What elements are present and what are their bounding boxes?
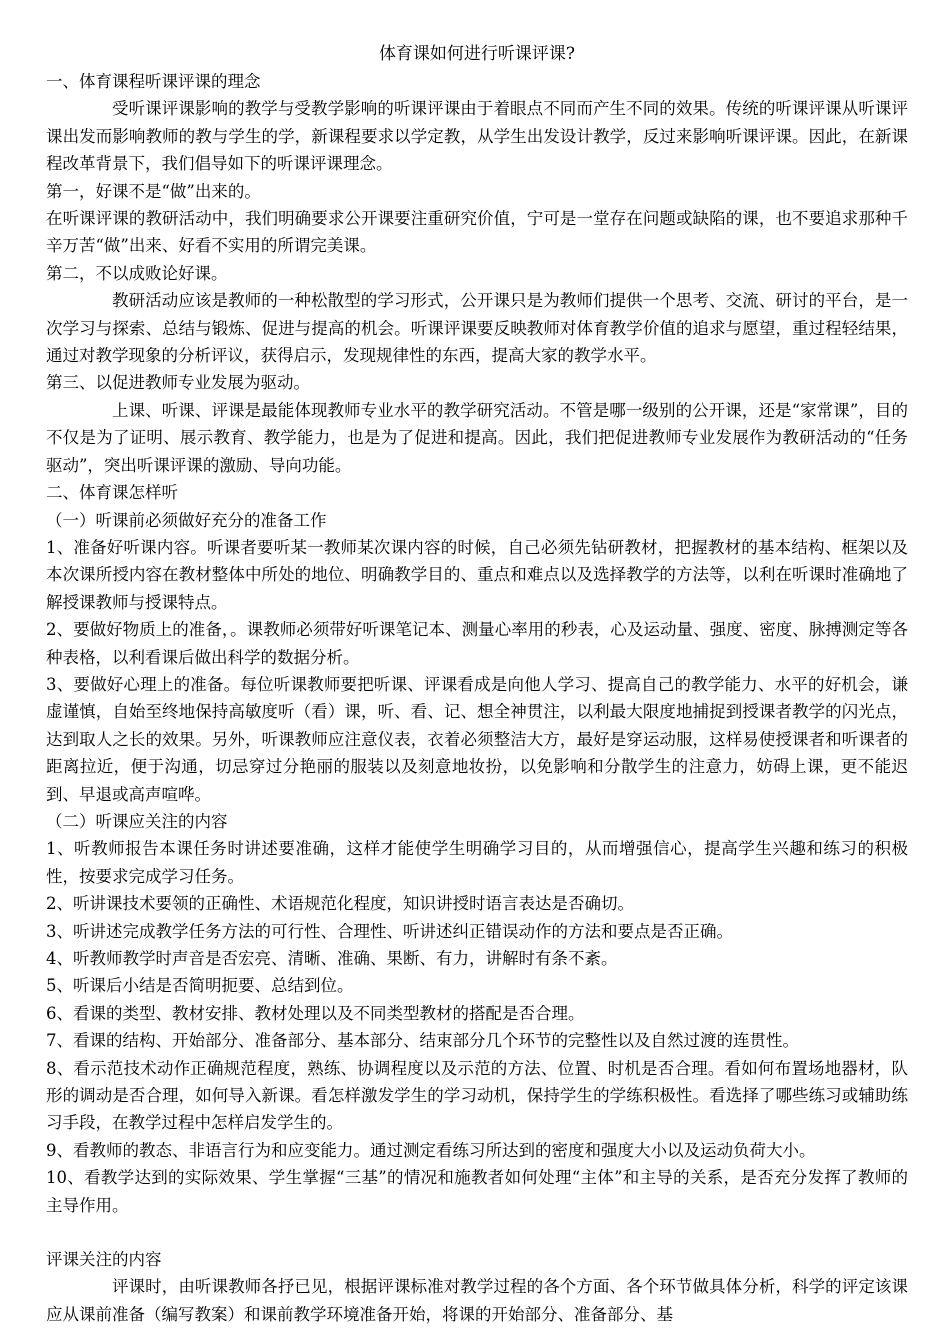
paragraph: 评课时，由听课教师各抒已见，根据评课标准对教学过程的各个方面、各个环节做具体分析，科学的评定该课应从课前准备（编写教案）和课前教学环境准备开始，将课的开始部分、准备部分、基 bbox=[46, 1277, 908, 1324]
paragraph: 1、准备好听课内容。听课者要听某一教师某次课内容的时候，自己必须先钻研教材，把握教材的基本结构、框架以及本次课所授内容在教材整体中所处的地位、明确教学目的、重点和难点以及选择教学的方法等，以利在听课时准确地了解授课教师与授课特点。 bbox=[46, 537, 908, 612]
paragraph: 5、听课后小结是否简明扼要、总结到位。 bbox=[46, 976, 354, 996]
paragraph: 二、体育课怎样听 bbox=[46, 483, 178, 503]
paragraph: 9、看教师的教态、非语言行为和应变能力。通过测定看练习所达到的密度和强度大小以及运动负荷大小。 bbox=[46, 1140, 816, 1160]
paragraph: 1、听教师报告本课任务时讲述要准确，这样才能使学生明确学习目的，从而增强信心，提高学生兴趣和练习的积极性，按要求完成学习任务。 bbox=[46, 839, 908, 886]
paragraph: 第三、以促进教师专业发展为驱动。 bbox=[46, 373, 310, 393]
paragraph: 评课关注的内容 bbox=[46, 1250, 162, 1270]
paragraph: （一）听课前必须做好充分的准备工作 bbox=[46, 510, 327, 530]
paragraph: 教研活动应该是教师的一种松散型的学习形式，公开课只是为教师们提供一个思考、交流、研讨的平台，是一次学习与探索、总结与锻炼、促进与提高的机会。听课评课要反映教师对体育教学价值的追求与愿望，重过程轻结果，通过对教学现象的分析评议，获得启示，发现规律性的东西，提高大家的教学水平。 bbox=[46, 291, 908, 366]
paragraph: 一、体育课程听课评课的理念 bbox=[46, 72, 261, 91]
paragraph: 4、听教师教学时声音是否宏亮、清晰、准确、果断、有力，讲解时有条不紊。 bbox=[46, 949, 618, 968]
paragraph: 上课、听课、评课是最能体现教师专业水平的教学研究活动。不管是哪一级别的公开课，还是“家常课”，目的不仅是为了证明、展示教育、教学能力，也是为了促进和提高。因此，我们把促进教师专业发展作为教研活动的“任务驱动”，突出听课评课的激励、导向功能。 bbox=[46, 400, 908, 475]
document-title: 体育课如何进行听课评课? bbox=[378, 44, 576, 64]
paragraph: 第二，不以成败论好课。 bbox=[46, 263, 228, 283]
paragraph: 6、看课的类型、教材安排、教材处理以及不同类型教材的搭配是否合理。 bbox=[46, 1003, 585, 1023]
paragraph: 受听课评课影响的教学与受教学影响的听课评课由于着眼点不同而产生不同的效果。传统的听课评课从听课评课出发而影响教师的教与学生的学，新课程要求以学定教，从学生出发设计教学，反过来影响听课评课。因此，在新课程改革背景下，我们倡导如下的听课评课理念。 bbox=[46, 99, 908, 174]
paragraph: 第一，好课不是“做”出来的。 bbox=[46, 181, 261, 201]
paragraph: 10、看教学达到的实际效果、学生掌握“三基”的情况和施教者如何处理“主体”和主导的关系，是否充分发挥了教师的主导作用。 bbox=[46, 1168, 908, 1215]
document-body bbox=[46, 68, 908, 1328]
paragraph: 3、要做好心理上的准备。每位听课教师要把听课、评课看成是向他人学习、提高自己的教学能力、水平的好机会，谦虚谨慎，自始至终地保持高敏度听（看）课，听、看、记、想全神贯注，以利最大限度地捕捉到授课者教学的闪光点，达到取人之长的效果。另外，听课教师应注意仪表，衣着必须整洁大方，最好是穿运动服，这样易使授课者和听课者的距离拉近，便于沟通，切忌穿过分艳丽的服装以及刻意地妆扮，以免影响和分散学生的注意力，妨碍上课，更不能迟到、早退或高声喧哗。 bbox=[46, 674, 908, 804]
paragraph: 8、看示范技术动作正确规范程度，熟练、协调程度以及示范的方法、位置、时机是否合理。看如何布置场地器材，队形的调动是否合理，如何导入新课。看怎样激发学生的学习动机，保持学生的学练积极性。看选择了哪些练习或辅助练习手段，在教学过程中怎样启发学生的。 bbox=[46, 1058, 908, 1133]
paragraph: 3、听讲述完成教学任务方法的可行性、合理性、听讲述纠正错误动作的方法和要点是否正确。 bbox=[46, 921, 733, 941]
paragraph: 在听课评课的教研活动中，我们明确要求公开课要注重研究价值，宁可是一堂存在问题或缺陷的课，也不要追求那种千辛万苦“做”出来、好看不实用的所谓完美课。 bbox=[46, 209, 908, 256]
paragraph: 7、看课的结构、开始部分、准备部分、基本部分、结束部分几个环节的完整性以及自然过渡的连贯性。 bbox=[46, 1031, 799, 1051]
paragraph: （二）听课应关注的内容 bbox=[46, 811, 228, 831]
paragraph: 2、听讲课技术要领的正确性、术语规范化程度，知识讲授时语言表达是否确切。 bbox=[46, 894, 634, 914]
paragraph: 2、要做好物质上的准备，。课教师必须带好听课笔记本、测量心率用的秒表，心及运动量、强度、密度、脉搏测定等各种表格，以利看课后做出科学的数据分析。 bbox=[46, 620, 908, 667]
paragraph-spacer bbox=[46, 1219, 908, 1246]
document-page bbox=[46, 40, 908, 1328]
